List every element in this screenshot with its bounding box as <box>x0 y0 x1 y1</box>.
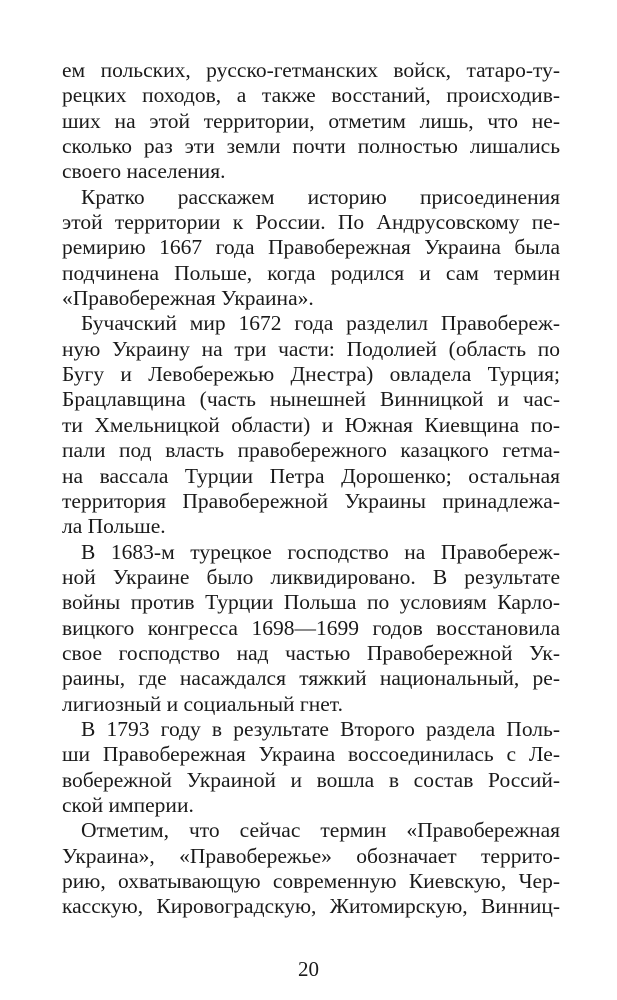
text-line: рию, охватывающую современную Киевскую, Чер- <box>62 869 560 893</box>
text-line: Отметим, что сейчас термин «Правобережная <box>81 818 560 843</box>
text-line: своего населения. <box>62 159 226 184</box>
paragraph <box>62 717 560 818</box>
paragraph <box>62 311 560 539</box>
text-line: на вассала Турции Петра Дорошенко; остальная <box>62 463 560 488</box>
page-number: 20 <box>298 957 319 981</box>
text-line: вобережной Украиной и вошла в состав Россий- <box>62 767 560 792</box>
text-line: Бучачский мир 1672 года разделил Правобереж- <box>81 311 560 336</box>
text-line: ную Украину на три части: Подолией (область по <box>62 336 560 361</box>
paragraph <box>62 185 560 312</box>
text-line: ших на этой территории, отметим лишь, что не- <box>62 108 560 133</box>
text-line: пали под власть правобережного казацкого гетма- <box>62 438 560 463</box>
text-line: ти Хмельницкой области) и Южная Киевщина по- <box>62 412 560 437</box>
paragraph <box>62 818 560 919</box>
text-line: ской империи. <box>62 792 194 817</box>
text-line: Брацлавщина (часть нынешней Винницкой и час- <box>62 387 560 412</box>
text-line: ем польских, русско-гетманских войск, татаро-ту- <box>62 58 560 82</box>
text-line: ши Правобережная Украина воссоединилась с Ле- <box>62 742 560 767</box>
text-line: В 1793 году в результате Второго раздела Поль- <box>81 716 560 741</box>
text-line: лигиозный и социальный гнет. <box>62 691 343 716</box>
text-line: этой территории к России. По Андрусовскому пе- <box>62 210 560 235</box>
body-text <box>62 58 560 920</box>
text-line: ремирию 1667 года Правобережная Украина была <box>62 235 560 260</box>
text-line: рецких походов, а также восстаний, происходив- <box>62 83 560 108</box>
text-line: свое господство над частью Правобережной Ук- <box>62 640 560 665</box>
text-line: В 1683-м турецкое господство на Правобереж- <box>81 539 560 564</box>
text-line: ла Польше. <box>62 514 166 539</box>
text-line: территория Правобережной Украины принадлежа- <box>62 488 560 513</box>
paragraph <box>62 540 560 717</box>
text-line: «Правобережная Украина». <box>62 286 314 311</box>
text-line: касскую, Кировоградскую, Житомирскую, Винниц- <box>62 894 560 919</box>
text-line: подчинена Польше, когда родился и сам термин <box>62 260 560 285</box>
text-line: Украина», «Правобережье» обозначает террито- <box>62 843 560 868</box>
text-line: ной Украине было ликвидировано. В результате <box>62 564 560 589</box>
text-line: раины, где насаждался тяжкий национальный, ре- <box>62 666 560 691</box>
paragraph <box>62 58 560 185</box>
text-line: сколько раз эти земли почти полностью лишались <box>62 134 560 159</box>
text-line: Кратко расскажем историю присоединения <box>81 184 560 209</box>
text-line: Бугу и Левобережью Днестра) овладела Турция; <box>62 362 560 387</box>
text-line: вицкого конгресса 1698—1699 годов восстановила <box>62 615 560 640</box>
text-line: войны против Турции Польша по условиям Карло- <box>62 590 560 615</box>
